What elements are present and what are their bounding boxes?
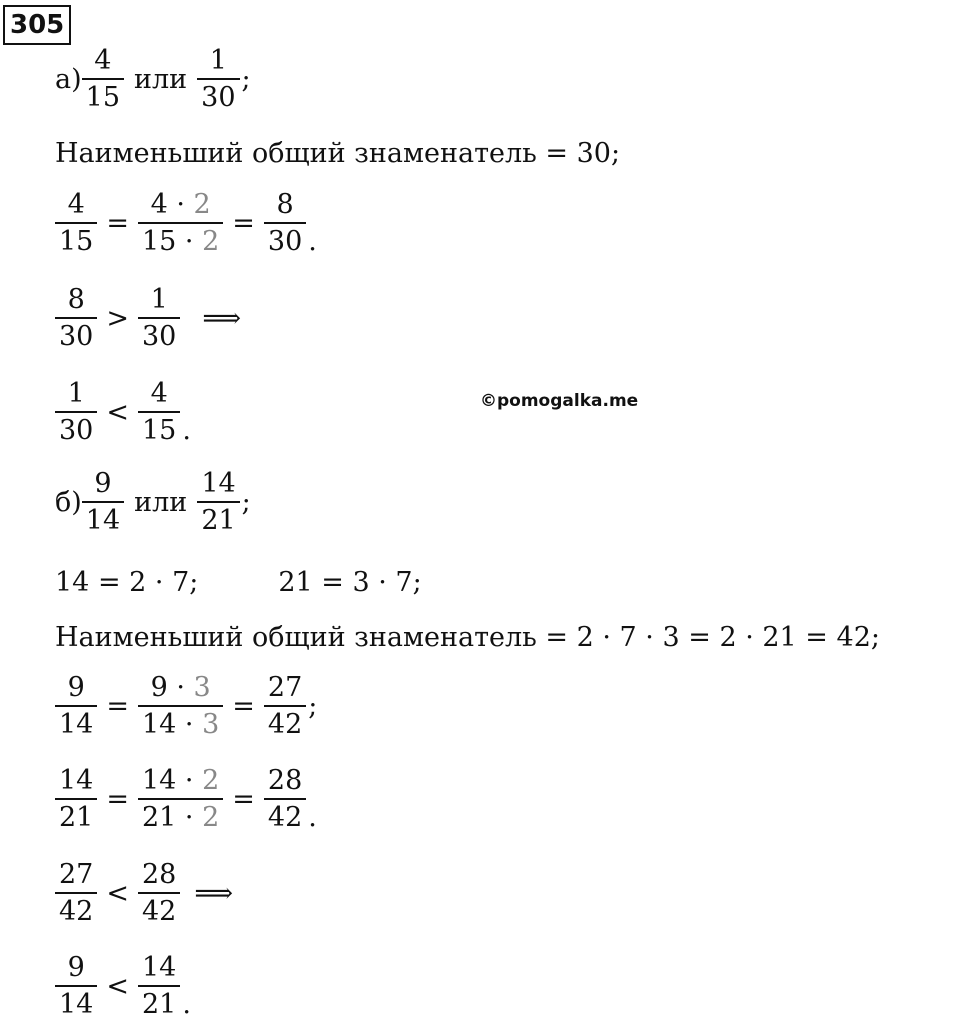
numerator: 4 · 2 — [150, 189, 211, 220]
numerator: 14 — [201, 468, 236, 499]
fraction — [55, 954, 97, 1020]
part-a-lcd — [55, 138, 620, 169]
denominator: 21 — [138, 985, 180, 1019]
numerator: 14 · 2 — [141, 765, 220, 796]
punctuation: . — [182, 988, 191, 1020]
fraction — [82, 47, 124, 113]
fraction — [197, 47, 239, 113]
implies-arrow: ⟹ — [202, 303, 242, 335]
numerator: 8 — [67, 284, 85, 315]
exercise-number: 305 — [3, 5, 71, 45]
punctuation: ; — [241, 487, 251, 519]
equals-sign: = — [106, 208, 129, 240]
numerator: 9 — [67, 672, 85, 703]
punctuation: ; — [241, 64, 251, 96]
denominator: 30 — [55, 411, 97, 445]
fraction — [138, 861, 180, 927]
denominator: 14 — [82, 501, 124, 535]
fraction — [55, 674, 97, 740]
numerator: 4 — [94, 45, 112, 76]
numerator: 9 — [94, 468, 112, 499]
numerator: 1 — [150, 284, 168, 315]
punctuation: . — [182, 414, 191, 446]
denominator: 15 — [138, 411, 180, 445]
denominator: 30 — [138, 317, 180, 351]
fraction — [138, 286, 180, 352]
or-word: или — [134, 487, 188, 519]
factor-21: 21 = 3 · 7; — [278, 567, 422, 598]
denominator: 42 — [264, 798, 306, 832]
watermark: ©pomogalka.me — [480, 391, 639, 411]
numerator: 27 — [267, 672, 303, 703]
numerator: 4 — [67, 189, 85, 220]
comparison-sign: < — [106, 397, 129, 429]
denominator: 30 — [197, 78, 239, 112]
numerator: 14 — [59, 765, 94, 796]
punctuation: ; — [308, 691, 318, 723]
numerator: 9 · 3 — [150, 672, 211, 703]
denominator: 42 — [264, 705, 306, 739]
denominator: 15 · 2 — [138, 222, 223, 256]
part-a-question — [55, 47, 251, 113]
or-word: или — [134, 64, 188, 96]
fraction — [138, 380, 180, 446]
denominator: 21 — [197, 501, 239, 535]
fraction — [138, 767, 223, 833]
denominator: 14 — [55, 985, 97, 1019]
numerator: 9 — [67, 952, 85, 983]
part-b-step1 — [55, 674, 317, 740]
fraction — [138, 674, 223, 740]
implies-arrow: ⟹ — [194, 878, 234, 910]
fraction — [55, 286, 97, 352]
lcd-text: Наименьший общий знаменатель = 2 · 7 · 3 = 2 · 21 = 42; — [55, 622, 880, 653]
fraction — [82, 470, 124, 536]
denominator: 15 — [55, 222, 97, 256]
equals-sign: = — [232, 691, 255, 723]
fraction — [264, 767, 306, 833]
fraction — [138, 954, 180, 1020]
denominator: 15 — [82, 78, 124, 112]
numerator: 4 — [150, 378, 168, 409]
factor-14: 14 = 2 · 7; — [55, 567, 199, 598]
numerator: 8 — [276, 189, 294, 220]
lcd-text: Наименьший общий знаменатель = 30; — [55, 138, 621, 169]
numerator: 1 — [67, 378, 85, 409]
equals-sign: = — [232, 784, 255, 816]
fraction — [55, 191, 97, 257]
denominator: 30 — [55, 317, 97, 351]
equals-sign: = — [106, 691, 129, 723]
denominator: 42 — [138, 892, 180, 926]
comparison-sign: < — [106, 878, 129, 910]
part-a-result — [55, 380, 191, 446]
part-a-label: а) — [55, 64, 82, 96]
numerator: 28 — [267, 765, 303, 796]
denominator: 42 — [55, 892, 97, 926]
part-b-step2 — [55, 767, 317, 833]
part-a-compare — [55, 286, 250, 352]
part-b-lcd — [55, 622, 880, 653]
denominator: 14 — [55, 705, 97, 739]
part-b-question — [55, 470, 251, 536]
fraction — [264, 191, 306, 257]
fraction — [138, 191, 223, 257]
part-b-result — [55, 954, 191, 1020]
denominator: 21 — [55, 798, 97, 832]
comparison-sign: < — [106, 971, 129, 1003]
equals-sign: = — [106, 784, 129, 816]
punctuation: . — [308, 225, 317, 257]
numerator: 1 — [209, 45, 227, 76]
denominator: 14 · 3 — [138, 705, 223, 739]
fraction — [55, 380, 97, 446]
denominator: 21 · 2 — [138, 798, 223, 832]
denominator: 30 — [264, 222, 306, 256]
fraction — [197, 470, 239, 536]
comparison-sign: > — [106, 303, 129, 335]
part-b-factors — [55, 567, 422, 598]
punctuation: . — [308, 801, 317, 833]
part-a-step1 — [55, 191, 317, 257]
part-b-compare — [55, 861, 242, 927]
numerator: 14 — [141, 952, 177, 983]
numerator: 28 — [141, 859, 177, 890]
fraction — [55, 767, 97, 833]
numerator: 27 — [59, 859, 94, 890]
part-b-label: б) — [55, 487, 82, 519]
fraction — [55, 861, 97, 927]
fraction — [264, 674, 306, 740]
equals-sign: = — [232, 208, 255, 240]
